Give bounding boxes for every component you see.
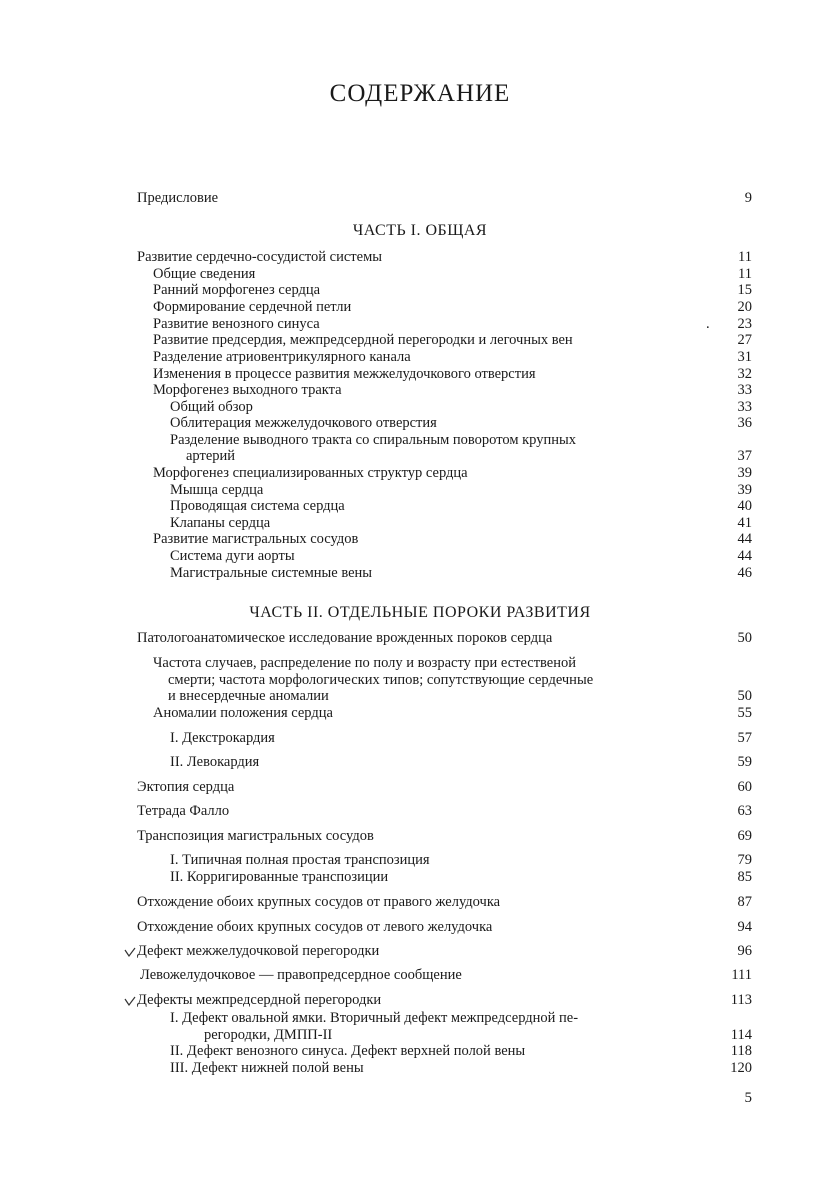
toc-entry-text: II. Корригированные транспозиции: [170, 869, 389, 885]
toc-entry: [0, 565, 840, 582]
toc-entry-text: Развитие магистральных сосудов: [153, 531, 359, 547]
toc-entry: [0, 1010, 840, 1027]
toc-entry-page: 39: [737, 482, 752, 498]
toc-entry-page: 27: [737, 332, 752, 348]
toc-entry-page: 15: [737, 282, 752, 298]
toc-entry-text: Система дуги аорты: [170, 548, 295, 564]
toc-entry-page: 113: [730, 992, 752, 1008]
toc-entry-text: II. Дефект венозного синуса. Дефект верхней полой вены: [170, 1043, 526, 1059]
toc-entry: [0, 448, 840, 465]
toc-entry: [0, 630, 840, 647]
toc-entry-text: II. Левокардия: [170, 754, 260, 770]
toc-entry: [0, 730, 840, 747]
toc-entry-text: Эктопия сердца: [137, 779, 235, 795]
toc-entry-text: Отхождение обоих крупных сосудов от левого желудочка: [137, 919, 493, 935]
toc-entry-page: 9: [744, 190, 752, 206]
toc-entry: [0, 705, 840, 722]
toc-entry-text: Дефект межжелудочковой перегородки: [137, 943, 380, 959]
toc-entry-text: Мышца сердца: [170, 482, 264, 498]
toc-entry-text: Общий обзор: [170, 399, 253, 415]
toc-entry: [0, 399, 840, 416]
toc-entry: [0, 366, 840, 383]
toc-entry-page: 63: [737, 803, 752, 819]
check-mark-icon: [124, 995, 136, 1007]
toc-entry-page: 50: [737, 630, 752, 646]
toc-entry-page: 94: [737, 919, 752, 935]
toc-entry: [0, 828, 840, 845]
toc-entry: [0, 852, 840, 869]
toc-entry: [0, 779, 840, 796]
toc-entry-page: 111: [731, 967, 752, 983]
toc-entry: [0, 869, 840, 886]
toc-entry-page: 69: [737, 828, 752, 844]
toc-entry: [0, 316, 840, 333]
toc-entry-text: I. Дефект овальной ямки. Вторичный дефект межпредсердной пе-: [170, 1010, 579, 1026]
part2-heading: ЧАСТЬ II. ОТДЕЛЬНЫЕ ПОРОКИ РАЗВИТИЯ: [249, 604, 591, 621]
toc-entry-text: артерий: [186, 448, 236, 464]
toc-entry-text: Транспозиция магистральных сосудов: [137, 828, 374, 844]
toc-entry: [0, 266, 840, 283]
toc-entry-text: Ранний морфогенез сердца: [153, 282, 321, 298]
toc-entry-text: Изменения в процессе развития межжелудочкового отверстия: [153, 366, 536, 382]
toc-entry-text: Патологоанатомическое исследование врожденных пороков сердца: [137, 630, 553, 646]
toc-entry: [0, 531, 840, 548]
toc-entry-text: Предисловие: [137, 190, 219, 206]
toc-entry-text: III. Дефект нижней полой вены: [170, 1060, 364, 1076]
toc-entry: [0, 548, 840, 565]
toc-entry: [0, 299, 840, 316]
toc-entry-preface: [0, 190, 840, 207]
toc-entry-page: 32: [737, 366, 752, 382]
toc-entry-text: Дефекты межпредсердной перегородки: [137, 992, 382, 1008]
toc-entry: [0, 754, 840, 771]
toc-entry-page: 41: [737, 515, 752, 531]
toc-entry-text: I. Декстрокардия: [170, 730, 275, 746]
check-mark-icon: [124, 946, 136, 958]
toc-entry-page: 114: [730, 1027, 752, 1043]
toc-entry-page: 11: [738, 249, 752, 265]
toc-entry: [0, 349, 840, 366]
toc-entry-text: Морфогенез специализированных структур сердца: [153, 465, 468, 481]
toc-entry: [0, 1060, 840, 1077]
toc-entry-text: Формирование сердечной петли: [153, 299, 352, 315]
toc-entry: [0, 803, 840, 820]
toc-entry-page: 87: [737, 894, 752, 910]
toc-entry-text: Тетрада Фалло: [137, 803, 230, 819]
toc-entry: [0, 672, 840, 689]
toc-entry-page: 79: [737, 852, 752, 868]
toc-entry-page: 60: [737, 779, 752, 795]
toc-entry: [0, 482, 840, 499]
page-title: СОДЕРЖАНИЕ: [329, 80, 511, 107]
toc-entry-page: 36: [737, 415, 752, 431]
toc-leader-dot: .: [706, 316, 710, 332]
toc-entry-page: 39: [737, 465, 752, 481]
toc-entry-text: Развитие венозного синуса: [153, 316, 320, 332]
toc-entry-text: Частота случаев, распределение по полу и возрасту при естественой: [153, 655, 577, 671]
toc-entry: [0, 465, 840, 482]
toc-entry-text: Разделение атриовентрикулярного канала: [153, 349, 411, 365]
toc-entry-text: Развитие сердечно-сосудистой системы: [137, 249, 382, 265]
toc-entry: [0, 894, 840, 911]
toc-entry-page: 11: [738, 266, 752, 282]
toc-entry: [0, 249, 840, 266]
toc-entry-text: Развитие предсердия, межпредсердной перегородки и легочных вен: [153, 332, 573, 348]
toc-entry-page: 55: [737, 705, 752, 721]
toc-entry-text: Аномалии положения сердца: [153, 705, 333, 721]
toc-entry-text: Разделение выводного тракта со спиральным поворотом крупных: [170, 432, 577, 448]
part1-heading: ЧАСТЬ I. ОБЩАЯ: [352, 222, 488, 239]
toc-entry-page: 37: [737, 448, 752, 464]
toc-entry-page: 40: [737, 498, 752, 514]
toc-entry-page: 31: [737, 349, 752, 365]
toc-entry: [0, 515, 840, 532]
toc-entry-text: Морфогенез выходного тракта: [153, 382, 342, 398]
toc-entry: [0, 382, 840, 399]
toc-entry-page: 33: [737, 382, 752, 398]
toc-entry: [0, 919, 840, 936]
toc-entry: [0, 1043, 840, 1060]
toc-entry-page: 96: [737, 943, 752, 959]
toc-entry-page: 59: [737, 754, 752, 770]
toc-entry-text: регородки, ДМПП-II: [204, 1027, 333, 1043]
toc-entry: [0, 1027, 840, 1044]
toc-entry-text: I. Типичная полная простая транспозиция: [170, 852, 430, 868]
toc-entry: [0, 282, 840, 299]
toc-entry-page: 44: [737, 548, 752, 564]
toc-entry-page: 23: [737, 316, 752, 332]
toc-entry-text: Проводящая система сердца: [170, 498, 345, 514]
toc-entry-text: и внесердечные аномалии: [168, 688, 329, 704]
toc-entry-page: 44: [737, 531, 752, 547]
toc-entry: [0, 498, 840, 515]
toc-entry: [0, 415, 840, 432]
toc-entry: [0, 688, 840, 705]
toc-entry-page: 85: [737, 869, 752, 885]
toc-entry-page: 20: [737, 299, 752, 315]
toc-entry-text: смерти; частота морфологических типов; сопутствующие сердечные: [168, 672, 594, 688]
toc-entry: [0, 432, 840, 449]
toc-entry: [0, 967, 840, 984]
toc-entry-text: Облитерация межжелудочкового отверстия: [170, 415, 437, 431]
toc-entry: [0, 655, 840, 672]
toc-entry-page: 57: [737, 730, 752, 746]
toc-entry-text: Общие сведения: [153, 266, 256, 282]
toc-entry-page: 46: [737, 565, 752, 581]
toc-entry-text: Левожелудочковое — правопредсердное сообщение: [140, 967, 462, 983]
toc-entry-page: 118: [730, 1043, 752, 1059]
page-number: 5: [744, 1090, 752, 1106]
toc-entry-text: Магистральные системные вены: [170, 565, 373, 581]
toc-entry-page: 50: [737, 688, 752, 704]
toc-entry: [0, 332, 840, 349]
toc-entry-page: 33: [737, 399, 752, 415]
toc-entry-page: 120: [730, 1060, 752, 1076]
toc-entry-text: Отхождение обоих крупных сосудов от правого желудочка: [137, 894, 501, 910]
toc-entry-text: Клапаны сердца: [170, 515, 271, 531]
